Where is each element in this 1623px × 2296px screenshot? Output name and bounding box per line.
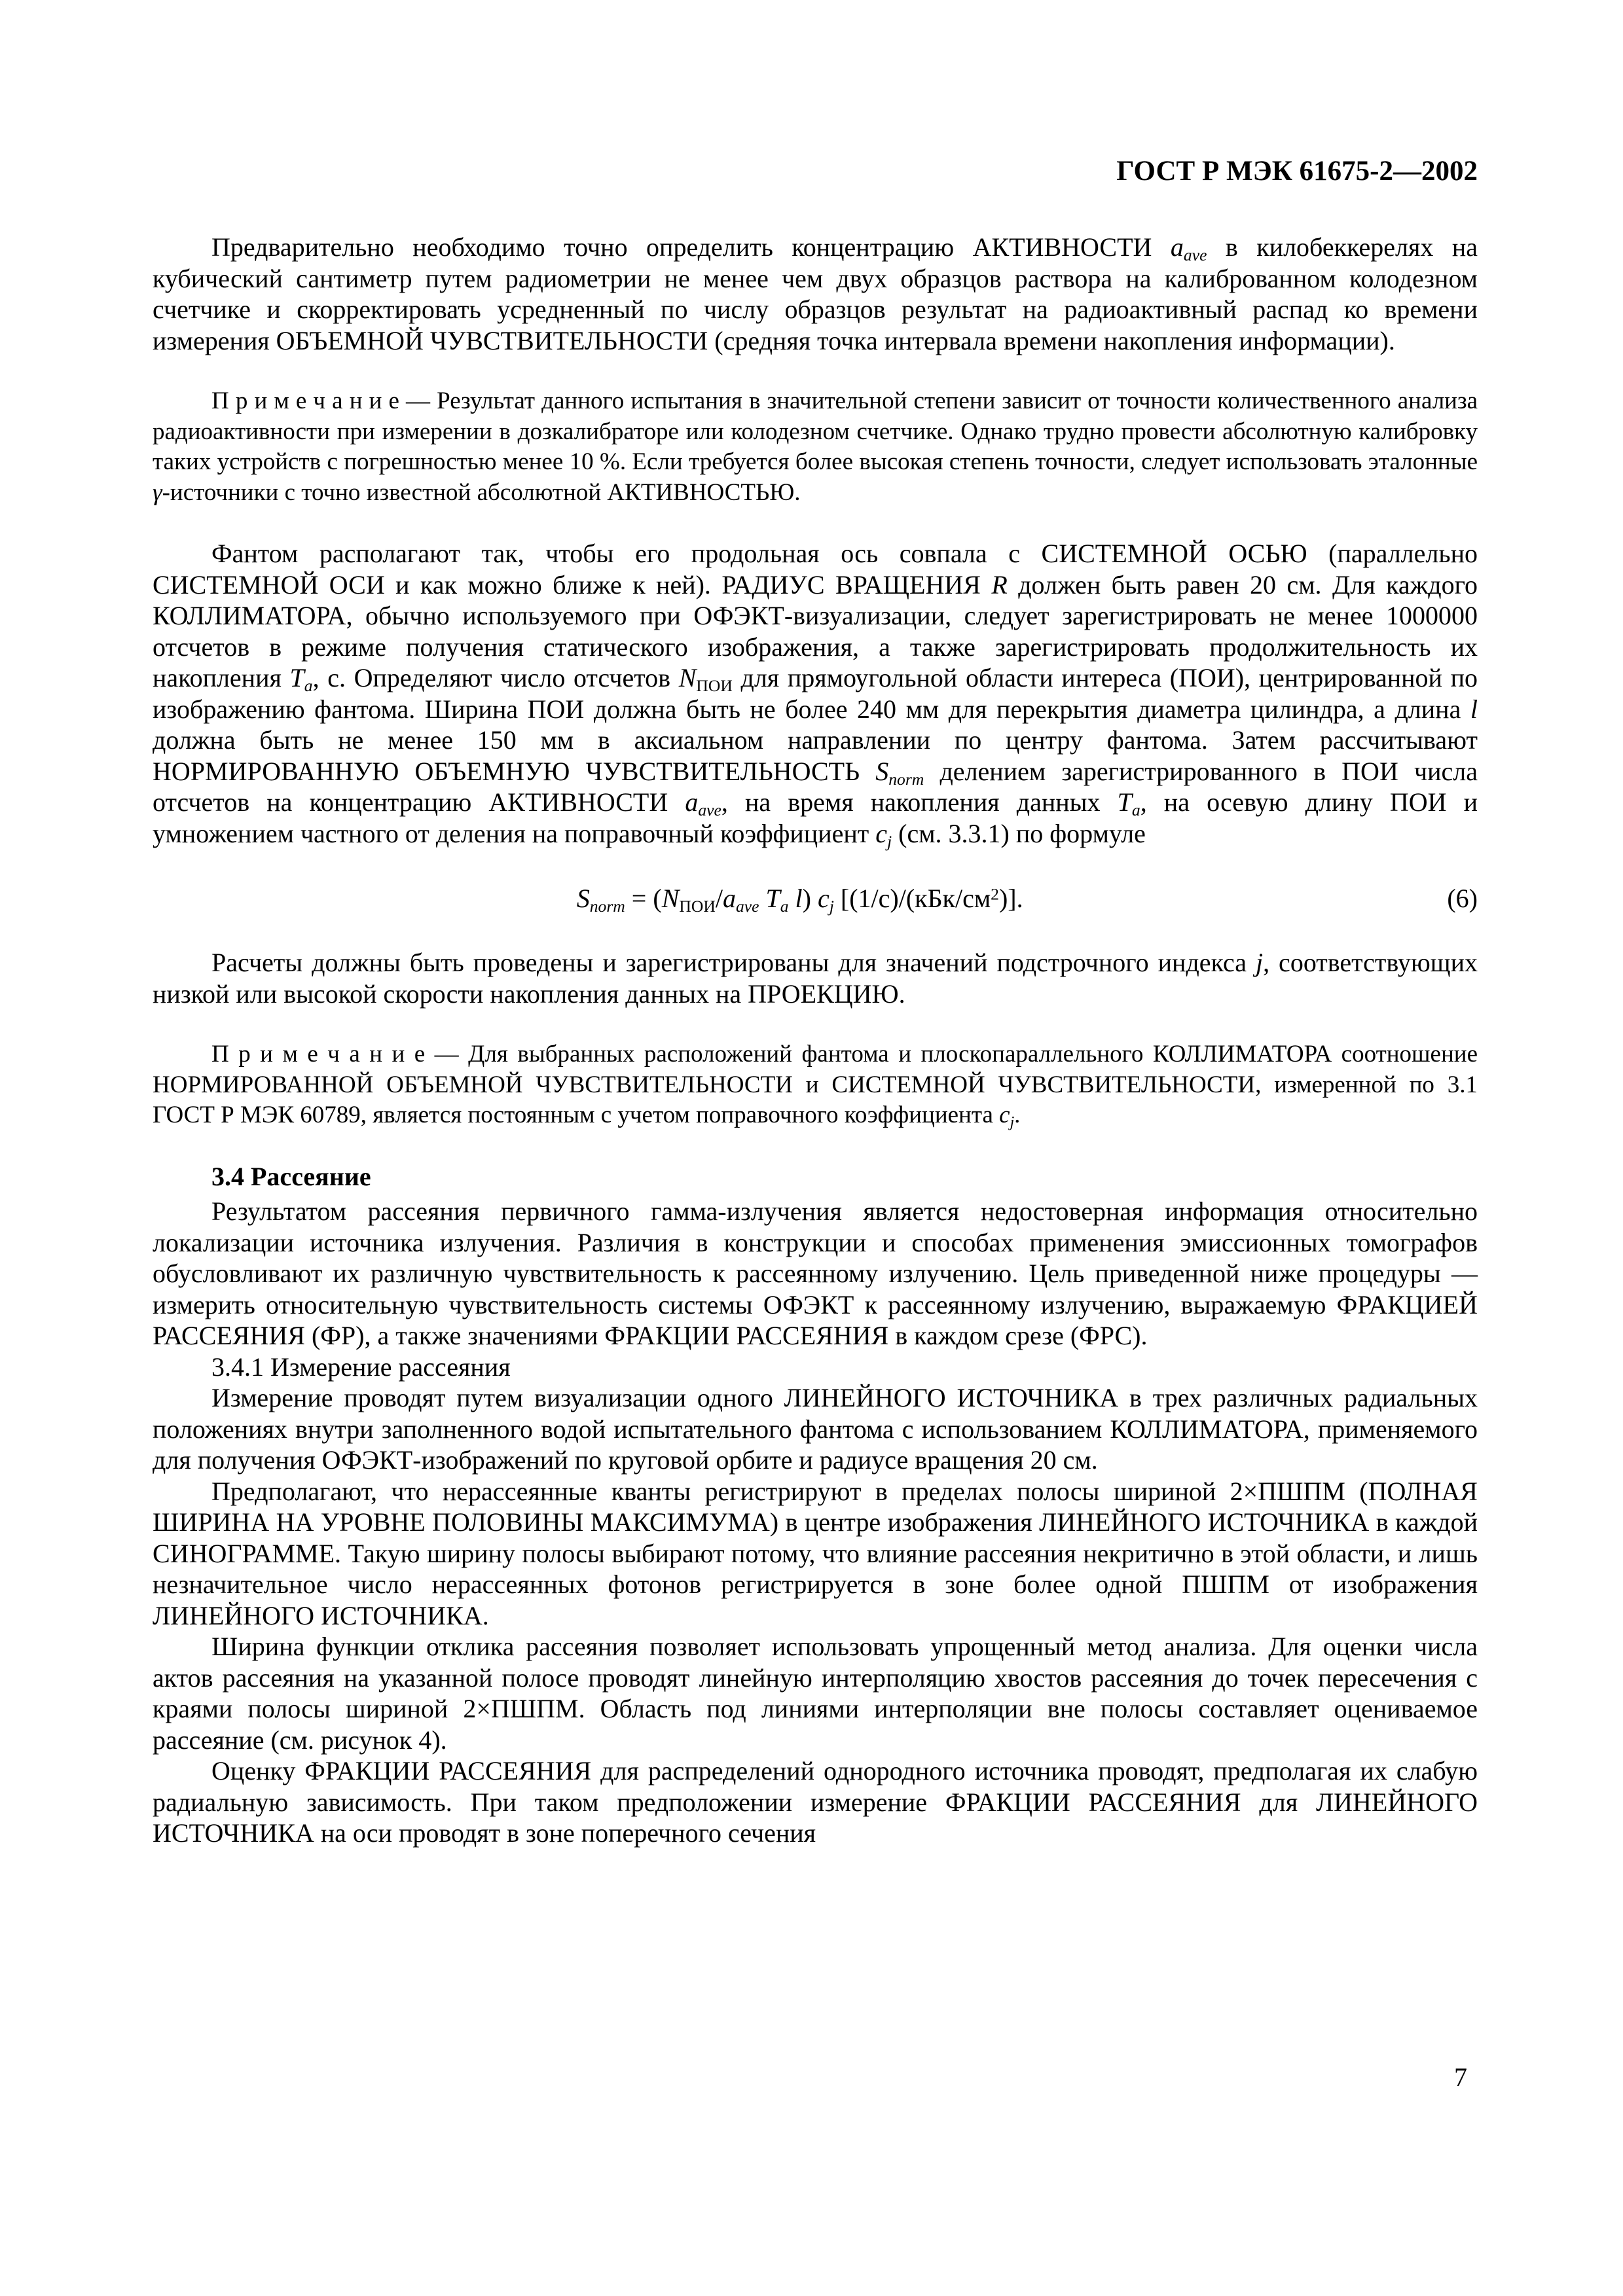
note-collimator-ratio: П р и м е ч а н и е — Для выбранных расположений фантома и плоскопараллельного КОЛЛИМАТОРА соотношение НОРМИРОВАННОЙ ОБЪЕМНОЙ ЧУВСТВИТЕЛЬНОСТИ и СИСТЕМНОЙ ЧУВСТВИТЕЛЬНОСТИ, измеренной по 3.1 ГОСТ Р МЭК 60789, является постоянным с учетом поправочного коэффициента $c_j$.	[153, 1041, 1478, 1131]
paragraph-scatter-measurement: Измерение проводят путем визуализации одного ЛИНЕЙНОГО ИСТОЧНИКА в трех различных радиальных положениях внутри заполненного водой испытательного фантома с использованием КОЛЛИМАТОРА, применяемого для получения ОФЭКТ-изображений по круговой орбите и радиусе вращения 20 см.	[153, 1383, 1478, 1475]
formula-row	[153, 883, 1478, 914]
paragraph-phantom-placement: Фантом располагают так, чтобы его продольная ось совпала с СИСТЕМНОЙ ОСЬЮ (параллельно СИСТЕМНОЙ ОСИ и как можно ближе к ней). РАДИУС ВРАЩЕНИЯ R должен быть равен 20 см. Для каждого КОЛЛИМАТОРА, обычно используемого при ОФЭКТ-визуализации, следует зарегистрировать не менее 1000000 отсчетов в режиме получения статического изображения, а также зарегистрировать продолжительность их накопления $T_a$, с. Определяют число отсчетов $N_{ПОИ}$ для прямоугольной области интереса (ПОИ), центрированной по изображению фантома. Ширина ПОИ должна быть не более 240 мм для перекрытия диаметра цилиндра, а длина l должна быть не менее 150 мм в аксиальном направлении по центру фантома. Затем рассчитывают НОРМИРОВАННУЮ ОБЪЕМНУЮ ЧУВСТВИТЕЛЬНОСТЬ $S_{norm}$ делением зарегистрированного в ПОИ числа отсчетов на концентрацию АКТИВНОСТИ $a_{ave}$, на время накопления данных $T_a$, на осевую длину ПОИ и умножением частного от деления на поправочный коэффициент $c_j$ (см. 3.3.1) по формуле	[153, 539, 1478, 851]
formula-normalized-volume-sensitivity: $S_{norm} = (N_{ПОИ}/a_{ave}$ $T_a$ l) $c_j$ $[(1/с)/(кБк/см^2)]$.	[576, 884, 1023, 916]
paragraph-scatter-fraction: Оценку ФРАКЦИИ РАССЕЯНИЯ для распределений однородного источника проводят, предполагая их слабую радиальную зависимость. При таком предположении измерение ФРАКЦИИ РАССЕЯНИЯ для ЛИНЕЙНОГО ИСТОЧНИКА на оси проводят в зоне поперечного сечения	[153, 1756, 1478, 1848]
paragraph-activity-concentration: Предварительно необходимо точно определить концентрацию АКТИВНОСТИ $a_{ave}$ в килобеккерелях на кубический сантиметр путем радиометрии не менее чем двух образцов раствора на калиброванном колодезном счетчике и скорректировать усредненный по числу образцов результат на радиоактивный распад ко времени измерения ОБЪЕМНОЙ ЧУВСТВИТЕЛЬНОСТИ (средняя точка интервала времени накопления информации).	[153, 232, 1478, 355]
page-number: 7	[1454, 2062, 1467, 2092]
section-heading-3-4-1: 3.4.1 Измерение рассеяния	[211, 1352, 511, 1382]
document-code-header: ГОСТ Р МЭК 61675-2—2002	[1116, 156, 1478, 187]
paragraph-tail-interpolation: Ширина функции отклика рассеяния позволяет использовать упрощенный метод анализа. Для оценки числа актов рассеяния на указанной полосе проводят линейную интерполяцию хвостов рассеяния до точек пересечения с краями полосы шириной 2×ПШПМ. Область под линиями интерполяции вне полосы составляет оцениваемое рассеяние (см. рисунок 4).	[153, 1632, 1478, 1755]
equation-number: (6)	[1447, 884, 1478, 913]
section-heading-3-4: 3.4 Рассеяние	[211, 1161, 371, 1191]
note-dose-calibrator: П р и м е ч а н и е — Результат данного испытания в значительной степени зависит от точности количественного анализа радиоактивности при измерении в дозкалибраторе или колодезном счетчике. Однако трудно провести абсолютную калибровку таких устройств с погрешностью менее 10 %. Если требуется более высокая степень точности, следует использовать эталонные γ-источники с точно известной абсолютной АКТИВНОСТЬЮ.	[153, 387, 1478, 506]
paragraph-calculations: Расчеты должны быть проведены и зарегистрированы для значений подстрочного индекса j, соответствующих низкой или высокой скорости накопления данных на ПРОЕКЦИЮ.	[153, 948, 1478, 1009]
paragraph-fwhm-band: Предполагают, что нерассеянные кванты регистрируют в пределах полосы шириной 2×ПШПМ (ПОЛНАЯ ШИРИНА НА УРОВНЕ ПОЛОВИНЫ МАКСИМУМА) в центре изображения ЛИНЕЙНОГО ИСТОЧНИКА в каждой СИНОГРАММЕ. Такую ширину полосы выбирают потому, что влияние рассеяния некритично в этой области, и лишь незначительное число нерассеянных фотонов регистрируется в зоне более одной ПШПМ от изображения ЛИНЕЙНОГО ИСТОЧНИКА.	[153, 1476, 1478, 1630]
paragraph-scatter-intro: Результатом рассеяния первичного гамма-излучения является недостоверная информация относительно локализации источника излучения. Различия в конструкции и способах применения эмиссионных томографов обусловливают их различную чувствительность к рассеянному излучению. Цель приведенной ниже процедуры — измерить относительную чувствительность системы ОФЭКТ к рассеянному излучению, выражаемую ФРАКЦИЕЙ РАССЕЯНИЯ (ФР), а также значениями ФРАКЦИИ РАССЕЯНИЯ в каждом срезе (ФРС).	[153, 1196, 1478, 1350]
